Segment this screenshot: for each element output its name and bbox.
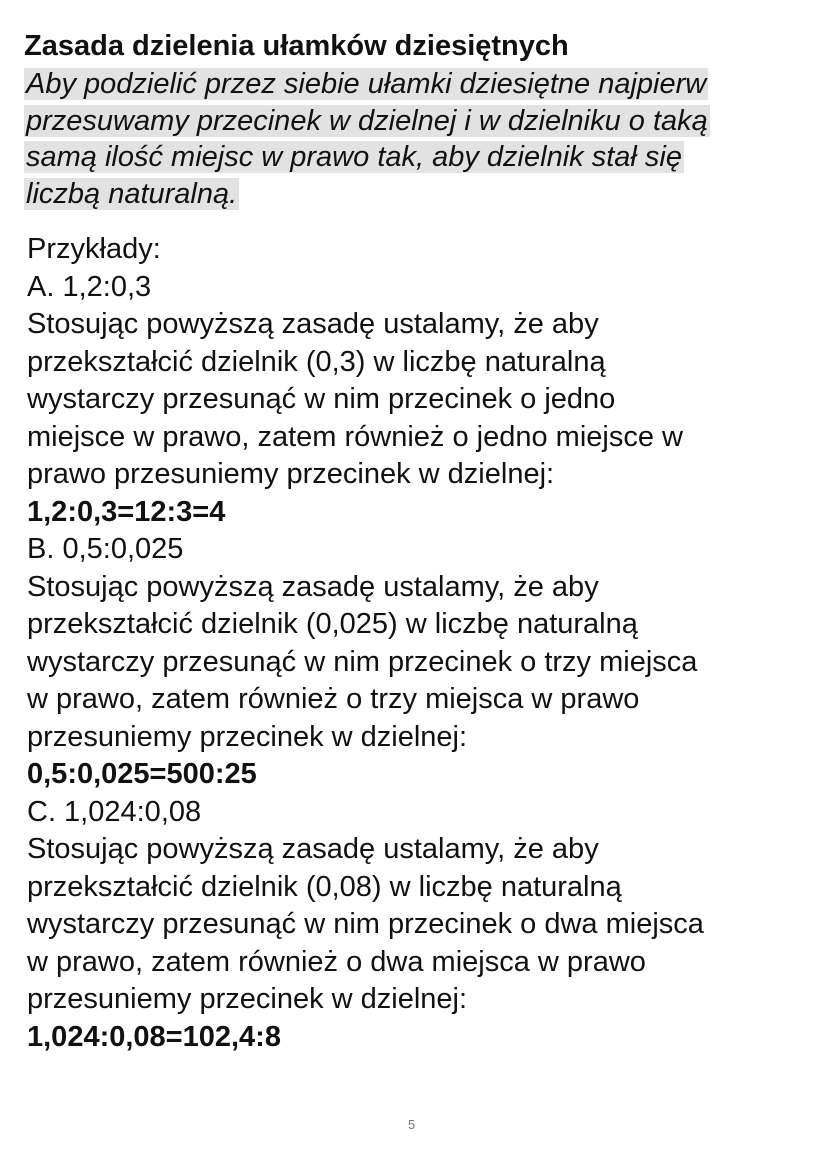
- example-c-explanation-line: Stosując powyższą zasadę ustalamy, że aby: [27, 833, 599, 865]
- rule-line: Aby podzielić przez siebie ułamki dziesiętne najpierw: [26, 68, 707, 100]
- example-b-explanation-line: w prawo, zatem również o trzy miejsca w prawo: [27, 683, 640, 715]
- example-b-explanation-line: wystarczy przesunąć w nim przecinek o trzy miejsca: [27, 645, 698, 678]
- examples-heading: Przykłady:: [27, 233, 161, 265]
- rule-paragraph: [24, 66, 804, 212]
- example-b-explanation-line: przekształcić dzielnik (0,025) w liczbę naturalną: [27, 608, 638, 640]
- page-number: 5: [408, 1117, 416, 1132]
- example-a-explanation-line: prawo przesuniemy przecinek w dzielnej:: [27, 458, 555, 490]
- rule-line: samą ilość miejsc w prawo tak, aby dzielnik stał się: [26, 141, 682, 173]
- example-a-explanation-line: miejsce w prawo, zatem również o jedno miejsce w: [27, 420, 683, 453]
- example-b-explanation-line: przesuniemy przecinek w dzielnej:: [27, 720, 468, 753]
- example-c-explanation-line: przesuniemy przecinek w dzielnej:: [27, 983, 468, 1015]
- example-b-explanation-line: Stosując powyższą zasadę ustalamy, że aby: [27, 570, 599, 603]
- example-c-result: 1,024:0,08=102,4:8: [27, 1020, 281, 1053]
- rule-line: liczbą naturalną.: [26, 177, 238, 210]
- examples-section: [27, 231, 817, 1056]
- example-a-label: A. 1,2:0,3: [27, 270, 152, 303]
- example-a-explanation-line: wystarczy przesunąć w nim przecinek o jedno: [27, 383, 616, 415]
- example-b-result: 0,5:0,025=500:25: [27, 758, 257, 790]
- example-a-explanation-line: Stosując powyższą zasadę ustalamy, że aby: [27, 308, 599, 340]
- page-title: Zasada dzielenia ułamków dziesiętnych: [24, 30, 569, 62]
- example-a-result: 1,2:0,3=12:3=4: [27, 495, 226, 528]
- example-c-explanation-line: w prawo, zatem również o dwa miejsca w prawo: [27, 945, 646, 978]
- example-a-explanation-line: przekształcić dzielnik (0,3) w liczbę naturalną: [27, 345, 606, 378]
- rule-line: przesuwamy przecinek w dzielnej i w dzielniku o taką: [26, 104, 708, 137]
- example-c-explanation-line: wystarczy przesunąć w nim przecinek o dwa miejsca: [27, 908, 704, 940]
- example-b-label: B. 0,5:0,025: [27, 533, 184, 565]
- example-c-label: C. 1,024:0,08: [27, 795, 202, 828]
- example-c-explanation-line: przekształcić dzielnik (0,08) w liczbę naturalną: [27, 870, 622, 903]
